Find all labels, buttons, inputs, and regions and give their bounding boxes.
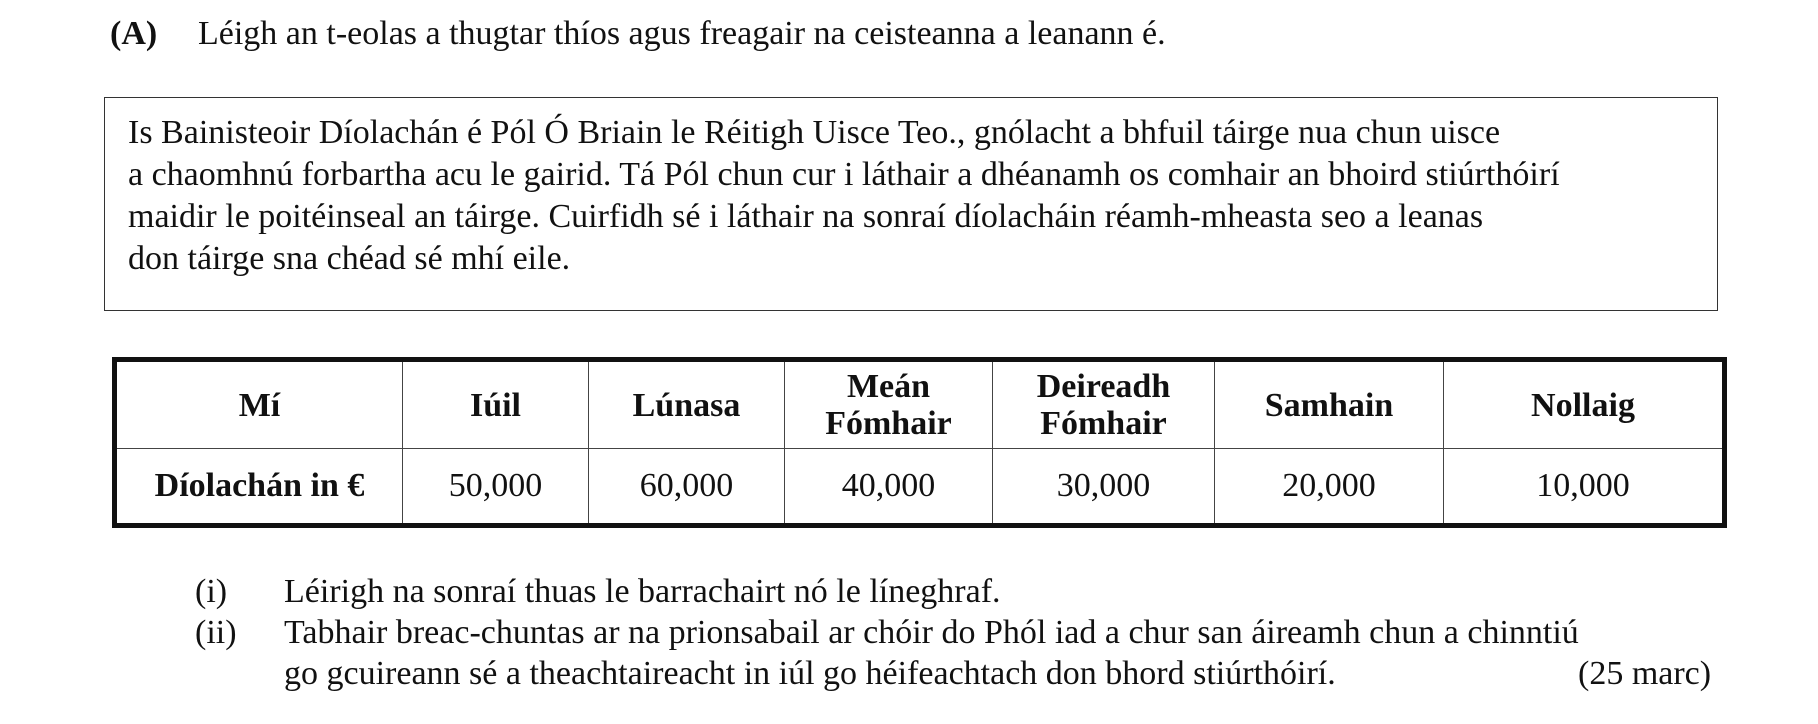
sales-forecast-table xyxy=(112,357,1727,528)
sales-value-cell: 10,000 xyxy=(1444,449,1725,526)
header-cell-month: Lúnasa xyxy=(589,360,785,449)
header-cell-month: Nollaig xyxy=(1444,360,1725,449)
sales-value-cell: 30,000 xyxy=(993,449,1215,526)
header-cell-month: Meán Fómhair xyxy=(785,360,993,449)
row-label-sales: Díolachán in € xyxy=(115,449,403,526)
sales-value-cell: 50,000 xyxy=(403,449,589,526)
section-label: (A) xyxy=(110,15,158,52)
table-header-row xyxy=(115,360,1725,449)
marks-label: (25 marc) xyxy=(1578,655,1712,692)
scenario-line: maidir le poitéinseal an táirge. Cuirfidh sé i láthair na sonraí díolacháin réamh-mheasta seo a leanas xyxy=(128,198,1484,235)
question-text: go gcuireann sé a theachtaireacht in iúl go héifeachtach don bhord stiúrthóirí. xyxy=(284,655,1336,692)
header-cell-month-label: Mí xyxy=(115,360,403,449)
question-number: (i) xyxy=(195,573,228,610)
question-item-continuation xyxy=(195,653,1579,694)
question-list xyxy=(195,571,1579,694)
table-row xyxy=(115,449,1725,526)
sales-value-cell: 20,000 xyxy=(1215,449,1444,526)
question-text: Léirigh na sonraí thuas le barrachairt nó le líneghraf. xyxy=(284,573,1001,610)
scenario-line: Is Bainisteoir Díolachán é Pól Ó Briain le Réitigh Uisce Teo., gnólacht a bhfuil táirge nua chun uisce xyxy=(128,114,1501,151)
sales-value-cell: 40,000 xyxy=(785,449,993,526)
section-heading xyxy=(110,12,1166,56)
section-instruction: Léigh an t-eolas a thugtar thíos agus freagair na ceisteanna a leanann é. xyxy=(198,15,1166,52)
question-item xyxy=(195,612,1579,653)
sales-value-cell: 60,000 xyxy=(589,449,785,526)
scenario-line: don táirge sna chéad sé mhí eile. xyxy=(128,240,571,277)
question-text: Tabhair breac-chuntas ar na prionsabail ar chóir do Phól iad a chur san áireamh chun a chinntiú xyxy=(284,614,1579,651)
question-number: (ii) xyxy=(195,614,237,651)
scenario-line: a chaomhnú forbartha acu le gairid. Tá Pól chun cur i láthair a dhéanamh os comhair an bhoird stiúrthóirí xyxy=(128,156,1560,193)
header-cell-month: Iúil xyxy=(403,360,589,449)
scenario-box xyxy=(104,97,1718,311)
question-item xyxy=(195,571,1579,612)
header-cell-month: Samhain xyxy=(1215,360,1444,449)
header-cell-month: Deireadh Fómhair xyxy=(993,360,1215,449)
